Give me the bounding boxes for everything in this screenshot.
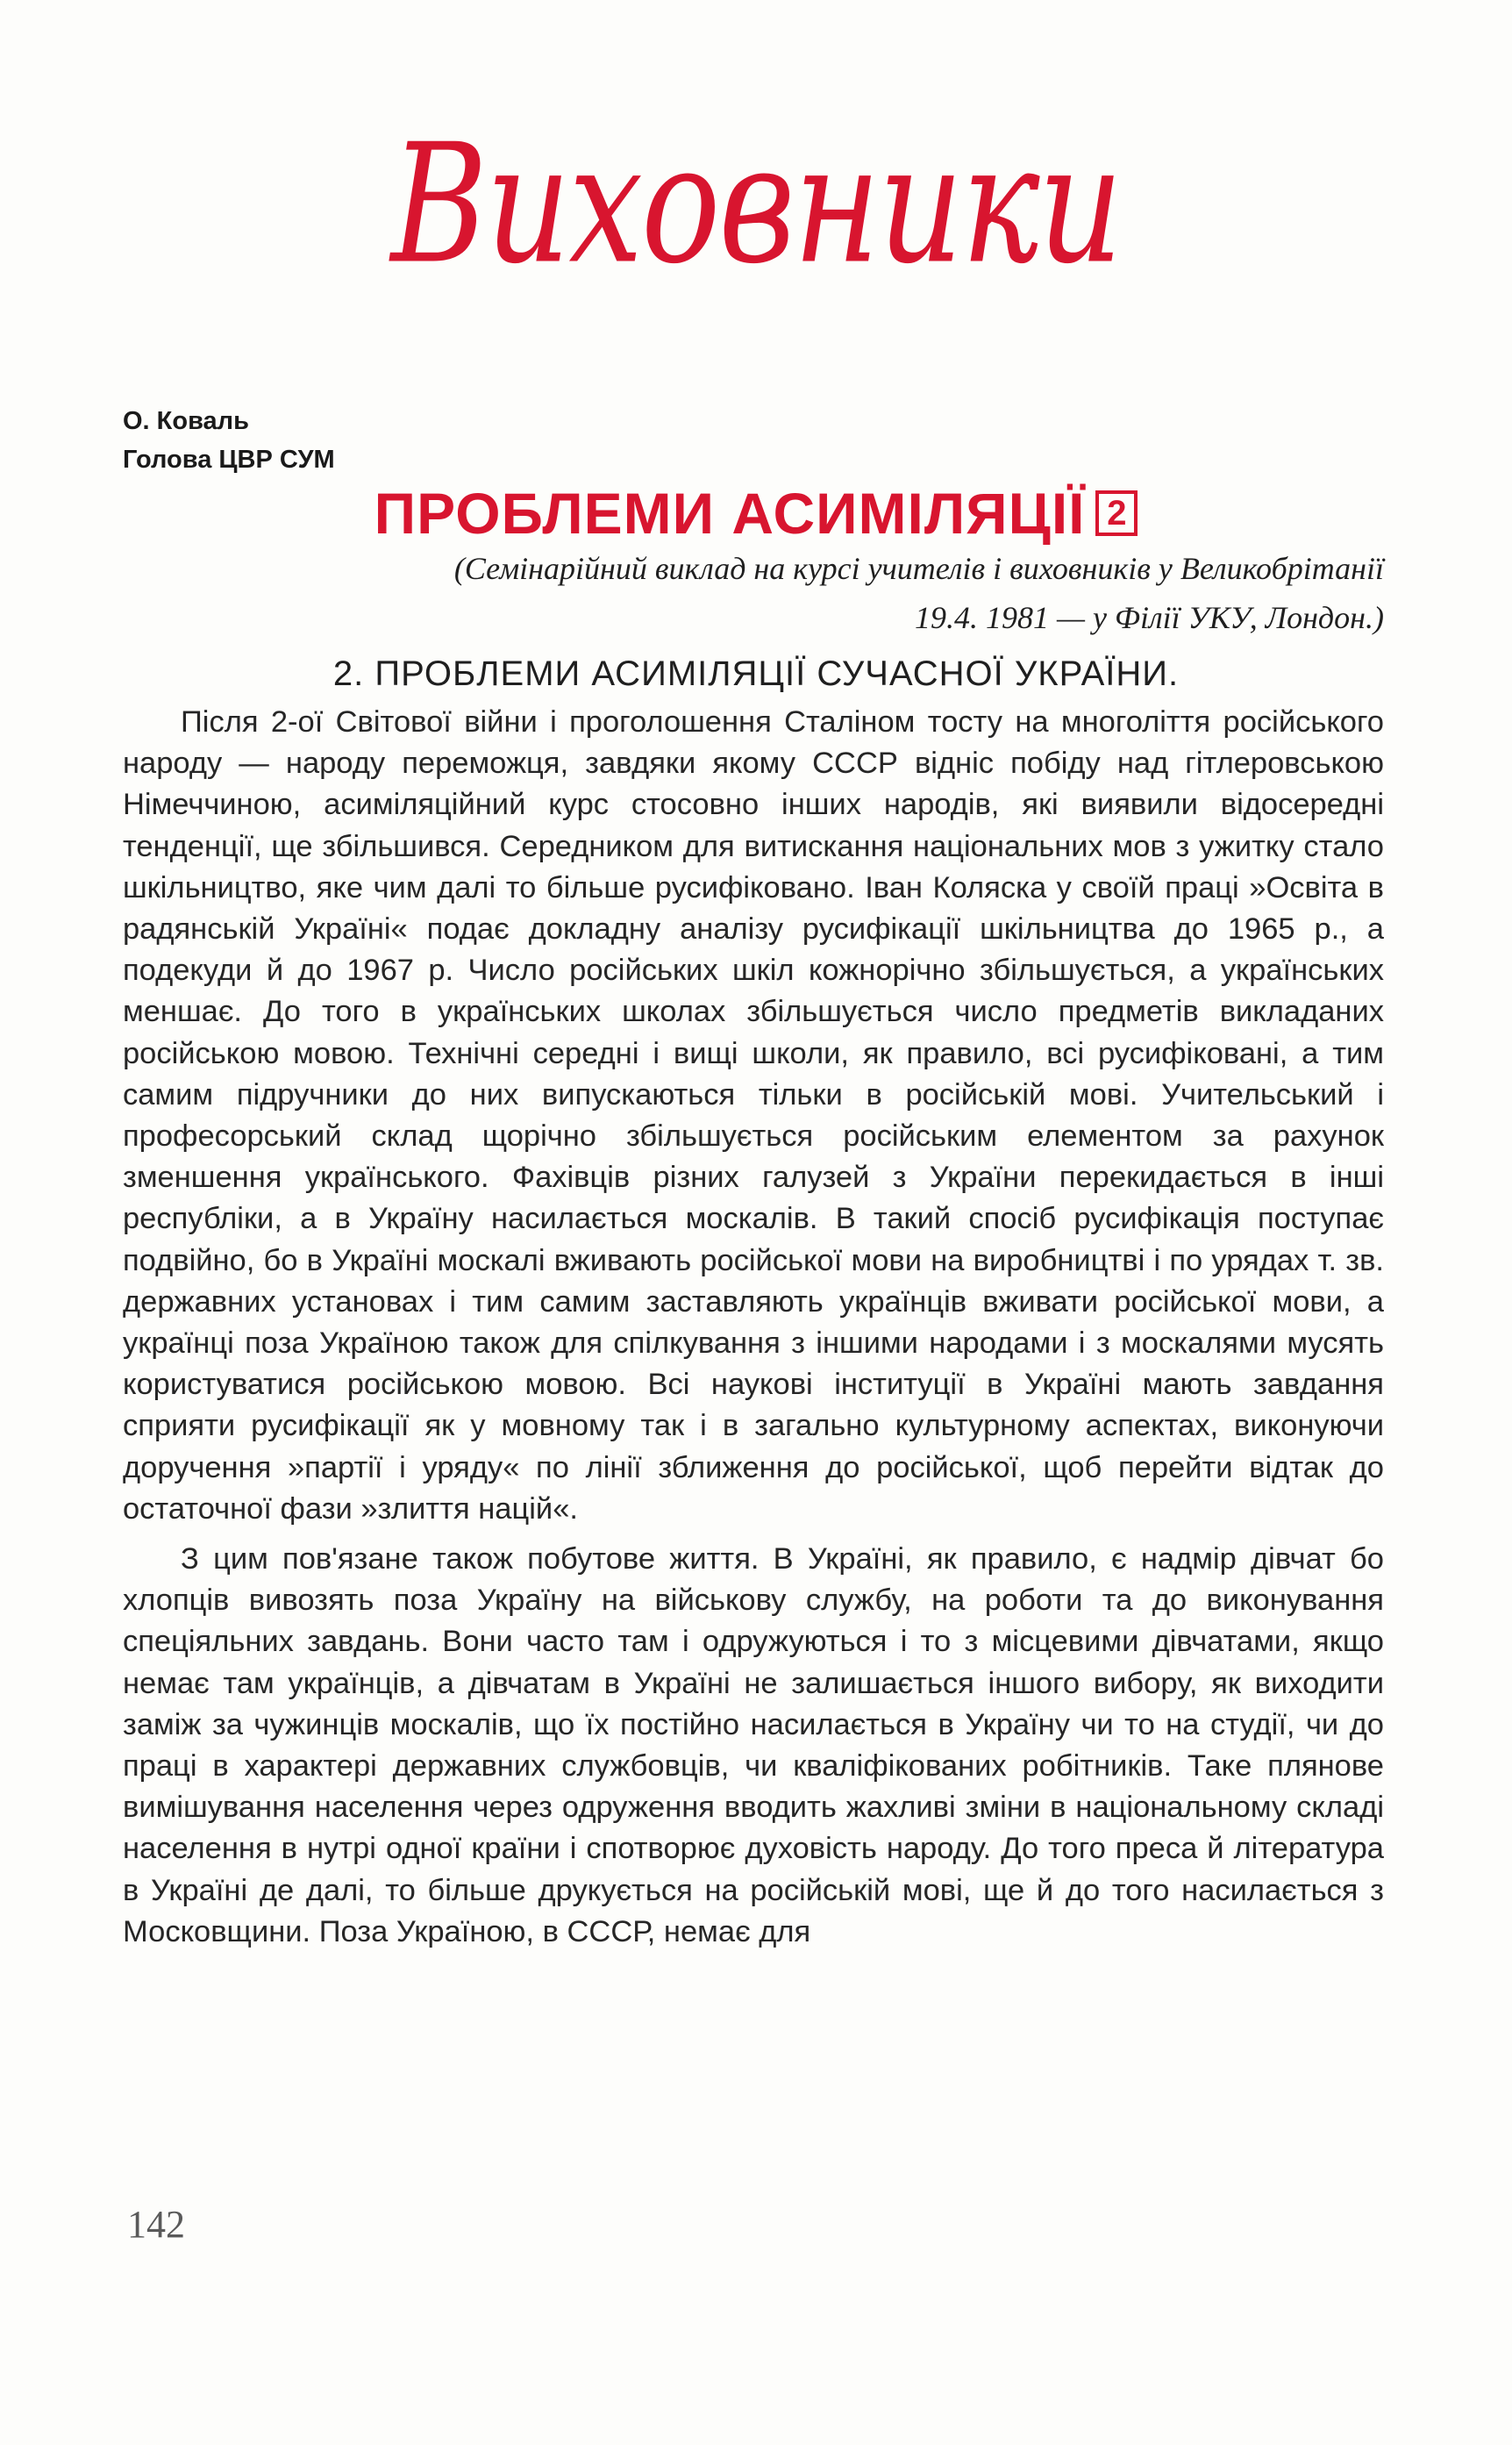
section-heading: Виховники [390,110,1122,301]
part-number-badge: 2 [1095,490,1138,536]
author-position: Голова ЦВР СУМ [123,446,335,474]
article-title: ПРОБЛЕМИ АСИМІЛЯЦІЇ [374,481,1086,546]
subtitle-line-1: (Семінарійний виклад на курсі учителів і виховників у Великобрітанії [453,551,1384,586]
article-title-row [0,478,1512,548]
paragraph: Після 2-ої Світової війни і проголошення Сталіном тосту на многоліття російського народу — народу переможця, завдяки якому СССР відніс побіду над гітлеровською Німеччиною, асиміляційний курс стосовно інших народів, які виявили відосередні тенденції, ще збільшився. Середником для витискання національних мов з ужитку стало шкільництво, яке чим далі то більше русифіковано. Іван Коляска у своїй праці »Освіта в радянській Україні« подає докладну аналізу русифікації шкільництва до 1965 р., а подекуди й до 1967 р. Число російських шкіл кожнорічно збільшується, а українських меншає. До того в українських школах збільшується число предметів викладаних російською мовою. Технічні середні і вищі школи, як правило, всі русифіковані, а тим самим підручники до них випускаються тільки в російській мові. Учительський і професорський склад щорічно збільшується російським елементом за рахунок зменшення українського. Фахівців різних галузей з України перекидається в інші республіки, а в Україну насилається москалів. В такий спосіб русифікація поступає подвійно, бо в Україні москалі вживають російської мови на виробництві і по урядах т. зв. державних установах і тим самим заставляють українців вживати російської мови, а українці поза Україною також для спілкування з іншими народами і з москалями мусять користуватися російською мовою. Всі наукові інституції в Україні мають завдання сприяти русифікації як у мовному так і в загально культурному аспектах, виконуючи доручення »партії і уряду« по лінії зближення до російської, щоб перейти відтак до остаточної фази »злиття націй«. [123,705,1384,1526]
article-body [123,702,1384,1953]
article-subtitle [123,544,1384,642]
paragraph: З цим пов'язане також побутове життя. В Україні, як правило, є надмір дівчат бо хлопців вивозять поза Україну на військову службу, на роботи та до виконування спеціяльних завдань. Вони часто там і одружуються і то з місцевими дівчатами, якщо немає там українців, а дівчатам в Україні не залишається іншого вибору, як виходити заміж за чужинців москалів, що їх постійно насилається в Україну чи то на студії, чи до праці в характері державних службовців, чи кваліфікованих робітників. Таке плянове вимішування населення через одруження вводить жахливі зміни в національному складі населення в нутрі одної країни і спотворює духовість народу. До того преса й література в Україні де далі, то більше друкується на російській мові, ще й до того насилається з Московщини. Поза Україною, в СССР, немає для [123,1542,1384,1948]
author-name: О. Коваль [123,407,249,435]
page-number: 142 [127,2203,185,2246]
subtitle-line-2: 19.4. 1981 — у Філії УКУ, Лондон.) [915,600,1384,635]
author-block [123,402,335,479]
section-title: 2. ПРОБЛЕМИ АСИМІЛЯЦІЇ СУЧАСНОЇ УКРАЇНИ. [332,654,1180,693]
